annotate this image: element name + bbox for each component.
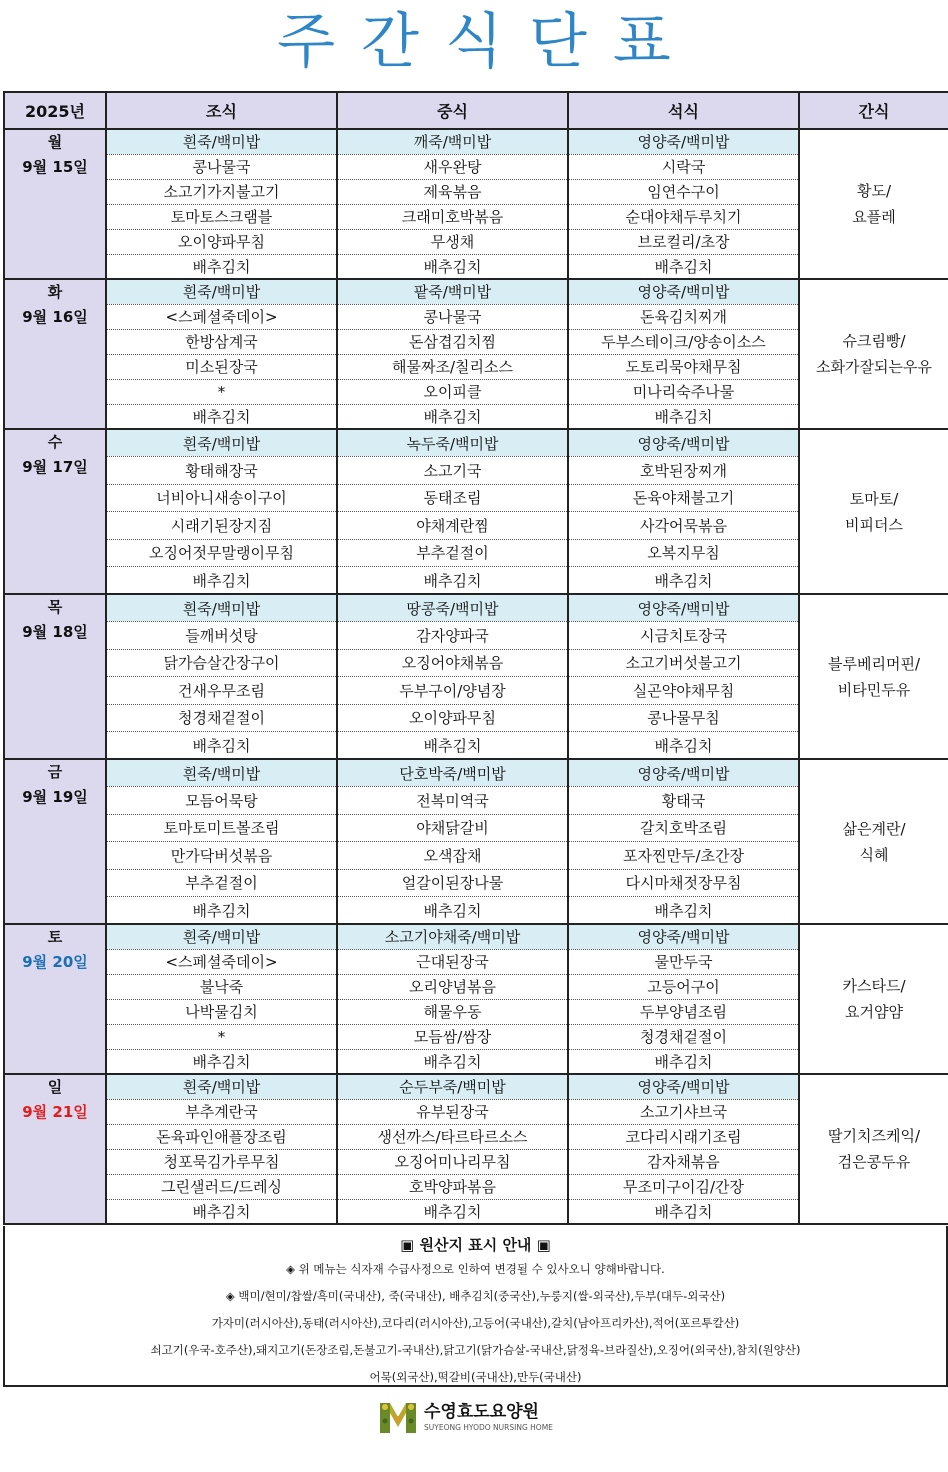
nursing-home-logo — [378, 1395, 553, 1439]
dinner-item: 청경채겉절이 — [568, 1024, 799, 1049]
lunch-item: 배추김치 — [337, 254, 568, 279]
breakfast-item: 배추김치 — [106, 567, 337, 595]
lunch-item: 배추김치 — [337, 897, 568, 925]
lunch-item: 오징어야채볶음 — [337, 649, 568, 677]
breakfast-item: 흰죽/백미밥 — [106, 594, 337, 622]
breakfast-item: 콩나물국 — [106, 154, 337, 179]
breakfast-item: <스페셜죽데이> — [106, 949, 337, 974]
menu-row — [4, 429, 948, 457]
dinner-item: 콩나물무침 — [568, 704, 799, 732]
breakfast-item: * — [106, 1024, 337, 1049]
dinner-item: 황태국 — [568, 787, 799, 815]
breakfast-item: 흰죽/백미밥 — [106, 429, 337, 457]
dinner-item: 배추김치 — [568, 732, 799, 760]
dinner-item: 오복지무침 — [568, 539, 799, 567]
dinner-item: 소고기샤브국 — [568, 1099, 799, 1124]
breakfast-item: 배추김치 — [106, 404, 337, 429]
dinner-item: 영양죽/백미밥 — [568, 759, 799, 787]
lunch-item: 유부된장국 — [337, 1099, 568, 1124]
lunch-item: 소고기야채죽/백미밥 — [337, 924, 568, 949]
lunch-item: 돈삼겹김치찜 — [337, 329, 568, 354]
lunch-item: 야채계란찜 — [337, 512, 568, 540]
lunch-item: 동태조림 — [337, 484, 568, 512]
breakfast-header: 조식 — [106, 92, 337, 129]
breakfast-item: 그린샐러드/드레싱 — [106, 1174, 337, 1199]
lunch-item: 순두부죽/백미밥 — [337, 1074, 568, 1099]
snack-header: 간식 — [799, 92, 948, 129]
breakfast-item: 모듬어묵탕 — [106, 787, 337, 815]
breakfast-item: 닭가슴살간장구이 — [106, 649, 337, 677]
snack-cell: 카스타드/ 요거얌얌 — [799, 924, 948, 1074]
lunch-item: 소고기국 — [337, 457, 568, 485]
breakfast-item: 부추계란국 — [106, 1099, 337, 1124]
breakfast-item: 부추겉절이 — [106, 869, 337, 897]
lunch-item: 오이양파무침 — [337, 704, 568, 732]
menu-row — [4, 924, 948, 949]
day-date: 9월 19일 — [22, 788, 88, 806]
dinner-item: 영양죽/백미밥 — [568, 429, 799, 457]
dinner-item: 코다리시래기조림 — [568, 1124, 799, 1149]
lunch-item: 전복미역국 — [337, 787, 568, 815]
lunch-item: 오색잡채 — [337, 842, 568, 870]
dinner-item: 포자찐만두/초간장 — [568, 842, 799, 870]
lunch-item: 두부구이/양념장 — [337, 677, 568, 705]
lunch-item: 배추김치 — [337, 567, 568, 595]
day-cell — [4, 759, 106, 924]
breakfast-item: 만가닥버섯볶음 — [106, 842, 337, 870]
origin-notice-title: ▣ 원산지 표시 안내 ▣ — [400, 1236, 551, 1254]
dinner-item: 두부양념조림 — [568, 999, 799, 1024]
dinner-item: 배추김치 — [568, 254, 799, 279]
day-of-week: 수 — [47, 433, 63, 451]
lunch-item: 땅콩죽/백미밥 — [337, 594, 568, 622]
lunch-item: 팥죽/백미밥 — [337, 279, 568, 304]
breakfast-item: 흰죽/백미밥 — [106, 924, 337, 949]
dinner-item: 영양죽/백미밥 — [568, 129, 799, 154]
dinner-item: 갈치호박조림 — [568, 814, 799, 842]
day-cell — [4, 1074, 106, 1224]
dinner-item: 사각어묵볶음 — [568, 512, 799, 540]
origin-notice-line: 가자미(러시아산),동태(러시아산),코다리(러시아산),고등어(국내산),갈치(남아프리카산),적어(포르투칼산) — [211, 1316, 740, 1330]
menu-row — [4, 129, 948, 154]
dinner-item: 무조미구이김/간장 — [568, 1174, 799, 1199]
breakfast-item: 한방삼계국 — [106, 329, 337, 354]
dinner-item: 영양죽/백미밥 — [568, 279, 799, 304]
dinner-item: 시금치토장국 — [568, 622, 799, 650]
lunch-item: 무생채 — [337, 229, 568, 254]
breakfast-item: 배추김치 — [106, 732, 337, 760]
dinner-header: 석식 — [568, 92, 799, 129]
day-cell — [4, 924, 106, 1074]
menu-row — [4, 759, 948, 787]
day-date: 9월 15일 — [22, 158, 88, 176]
dinner-item: 고등어구이 — [568, 974, 799, 999]
header-row — [4, 92, 948, 129]
day-of-week: 일 — [47, 1078, 63, 1096]
lunch-item: 근대된장국 — [337, 949, 568, 974]
origin-notice-line: 쇠고기(우국-호주산),돼지고기(돈장조림,돈불고기-국내산),닭고기(닭가슴살-국내산,닭정육-브라질산),오징어(외국산),참치(원양산) — [150, 1343, 801, 1357]
lunch-item: 오이피클 — [337, 379, 568, 404]
dinner-item: 다시마채젓장무침 — [568, 869, 799, 897]
breakfast-item: 배추김치 — [106, 897, 337, 925]
dinner-item: 순대야채두루치기 — [568, 204, 799, 229]
dinner-item: 임연수구이 — [568, 179, 799, 204]
breakfast-item: 토마토미트볼조림 — [106, 814, 337, 842]
lunch-item: 배추김치 — [337, 1049, 568, 1074]
breakfast-item: 토마토스크램블 — [106, 204, 337, 229]
logo-subtitle: SUYEONG HYODO NURSING HOME — [424, 1423, 553, 1432]
menu-body — [4, 129, 948, 1224]
breakfast-item: 시래기된장지짐 — [106, 512, 337, 540]
day-date: 9월 17일 — [22, 458, 88, 476]
breakfast-item: 배추김치 — [106, 1049, 337, 1074]
dinner-item: 두부스테이크/양송이소스 — [568, 329, 799, 354]
breakfast-item: 나박물김치 — [106, 999, 337, 1024]
snack-cell: 삶은계란/ 식혜 — [799, 759, 948, 924]
day-cell — [4, 279, 106, 429]
breakfast-item: 흰죽/백미밥 — [106, 1074, 337, 1099]
breakfast-item: 청포묵김가루무침 — [106, 1149, 337, 1174]
lunch-item: 새우완탕 — [337, 154, 568, 179]
dinner-item: 브로컬리/초장 — [568, 229, 799, 254]
breakfast-item: * — [106, 379, 337, 404]
day-date: 9월 18일 — [22, 623, 88, 641]
lunch-item: 호박양파볶음 — [337, 1174, 568, 1199]
lunch-item: 오징어미나리무침 — [337, 1149, 568, 1174]
lunch-item: 제육볶음 — [337, 179, 568, 204]
breakfast-item: 돈육파인애플장조림 — [106, 1124, 337, 1149]
breakfast-item: 불낙죽 — [106, 974, 337, 999]
snack-cell: 토마토/ 비피더스 — [799, 429, 948, 594]
breakfast-item: 배추김치 — [106, 254, 337, 279]
origin-notice — [3, 1226, 948, 1387]
menu-row — [4, 279, 948, 304]
menu-row — [4, 1074, 948, 1099]
breakfast-item: 너비아니새송이구이 — [106, 484, 337, 512]
dinner-item: 돈육야채불고기 — [568, 484, 799, 512]
dinner-item: 배추김치 — [568, 404, 799, 429]
day-date: 9월 20일 — [22, 953, 88, 971]
lunch-item: 배추김치 — [337, 732, 568, 760]
origin-notice-line: 어묵(외국산),떡갈비(국내산),만두(국내산) — [369, 1370, 582, 1384]
year-header: 2025년 — [4, 92, 106, 129]
dinner-item: 소고기버섯불고기 — [568, 649, 799, 677]
snack-cell: 슈크림빵/ 소화가잘되는우유 — [799, 279, 948, 429]
dinner-item: 영양죽/백미밥 — [568, 594, 799, 622]
origin-notice-line: ◈ 백미/현미/찹쌀/흑미(국내산), 죽(국내산), 배추김치(중국산),누룽지(쌀-외국산),두부(대두-외국산) — [225, 1289, 726, 1303]
dinner-item: 배추김치 — [568, 567, 799, 595]
lunch-item: 모듬쌈/쌈장 — [337, 1024, 568, 1049]
lunch-header: 중식 — [337, 92, 568, 129]
breakfast-item: 청경채겉절이 — [106, 704, 337, 732]
breakfast-item: 배추김치 — [106, 1199, 337, 1224]
lunch-item: 감자양파국 — [337, 622, 568, 650]
lunch-item: 생선까스/타르타르소스 — [337, 1124, 568, 1149]
breakfast-item: 들깨버섯탕 — [106, 622, 337, 650]
breakfast-item: 소고기가지불고기 — [106, 179, 337, 204]
day-cell — [4, 129, 106, 279]
breakfast-item: <스페셜죽데이> — [106, 304, 337, 329]
snack-cell: 블루베리머핀/ 비타민두유 — [799, 594, 948, 759]
day-of-week: 금 — [47, 763, 63, 781]
lunch-item: 녹두죽/백미밥 — [337, 429, 568, 457]
lunch-item: 깨죽/백미밥 — [337, 129, 568, 154]
dinner-item: 도토리묵야채무침 — [568, 354, 799, 379]
lunch-item: 배추김치 — [337, 404, 568, 429]
day-of-week: 목 — [47, 598, 63, 616]
flower-logo-icon — [378, 1397, 418, 1437]
dinner-item: 물만두국 — [568, 949, 799, 974]
menu-row — [4, 594, 948, 622]
breakfast-item: 오이양파무침 — [106, 229, 337, 254]
breakfast-item: 건새우무조림 — [106, 677, 337, 705]
dinner-item: 시락국 — [568, 154, 799, 179]
dinner-item: 배추김치 — [568, 1199, 799, 1224]
day-date: 9월 16일 — [22, 308, 88, 326]
snack-cell: 황도/ 요플레 — [799, 129, 948, 279]
weekly-menu-table — [3, 91, 948, 1225]
day-cell — [4, 429, 106, 594]
day-of-week: 월 — [47, 133, 63, 151]
lunch-item: 배추김치 — [337, 1199, 568, 1224]
lunch-item: 크래미호박볶음 — [337, 204, 568, 229]
dinner-item: 돈육김치찌개 — [568, 304, 799, 329]
lunch-item: 해물짜조/칠리소스 — [337, 354, 568, 379]
breakfast-item: 오징어젓무말랭이무침 — [106, 539, 337, 567]
dinner-item: 실곤약야채무침 — [568, 677, 799, 705]
dinner-item: 영양죽/백미밥 — [568, 1074, 799, 1099]
dinner-item: 배추김치 — [568, 897, 799, 925]
day-cell — [4, 594, 106, 759]
lunch-item: 얼갈이된장나물 — [337, 869, 568, 897]
origin-notice-line: ◈ 위 메뉴는 식자재 수급사정으로 인하여 변경될 수 있사오니 양해바랍니다. — [286, 1262, 665, 1276]
dinner-item: 감자채볶음 — [568, 1149, 799, 1174]
lunch-item: 야채닭갈비 — [337, 814, 568, 842]
day-of-week: 토 — [47, 928, 63, 946]
lunch-item: 콩나물국 — [337, 304, 568, 329]
breakfast-item: 흰죽/백미밥 — [106, 759, 337, 787]
dinner-item: 호박된장찌개 — [568, 457, 799, 485]
dinner-item: 배추김치 — [568, 1049, 799, 1074]
page-title: 주간식단표 — [277, 7, 697, 77]
snack-cell: 딸기치즈케익/ 검은콩두유 — [799, 1074, 948, 1224]
logo-name: 수영효도요양원 — [424, 1402, 539, 1422]
day-date: 9월 21일 — [22, 1103, 88, 1121]
day-of-week: 화 — [47, 283, 63, 301]
lunch-item: 단호박죽/백미밥 — [337, 759, 568, 787]
breakfast-item: 미소된장국 — [106, 354, 337, 379]
breakfast-item: 황태해장국 — [106, 457, 337, 485]
dinner-item: 미나리숙주나물 — [568, 379, 799, 404]
lunch-item: 오리양념볶음 — [337, 974, 568, 999]
lunch-item: 부추겉절이 — [337, 539, 568, 567]
breakfast-item: 흰죽/백미밥 — [106, 129, 337, 154]
lunch-item: 해물우동 — [337, 999, 568, 1024]
dinner-item: 영양죽/백미밥 — [568, 924, 799, 949]
breakfast-item: 흰죽/백미밥 — [106, 279, 337, 304]
